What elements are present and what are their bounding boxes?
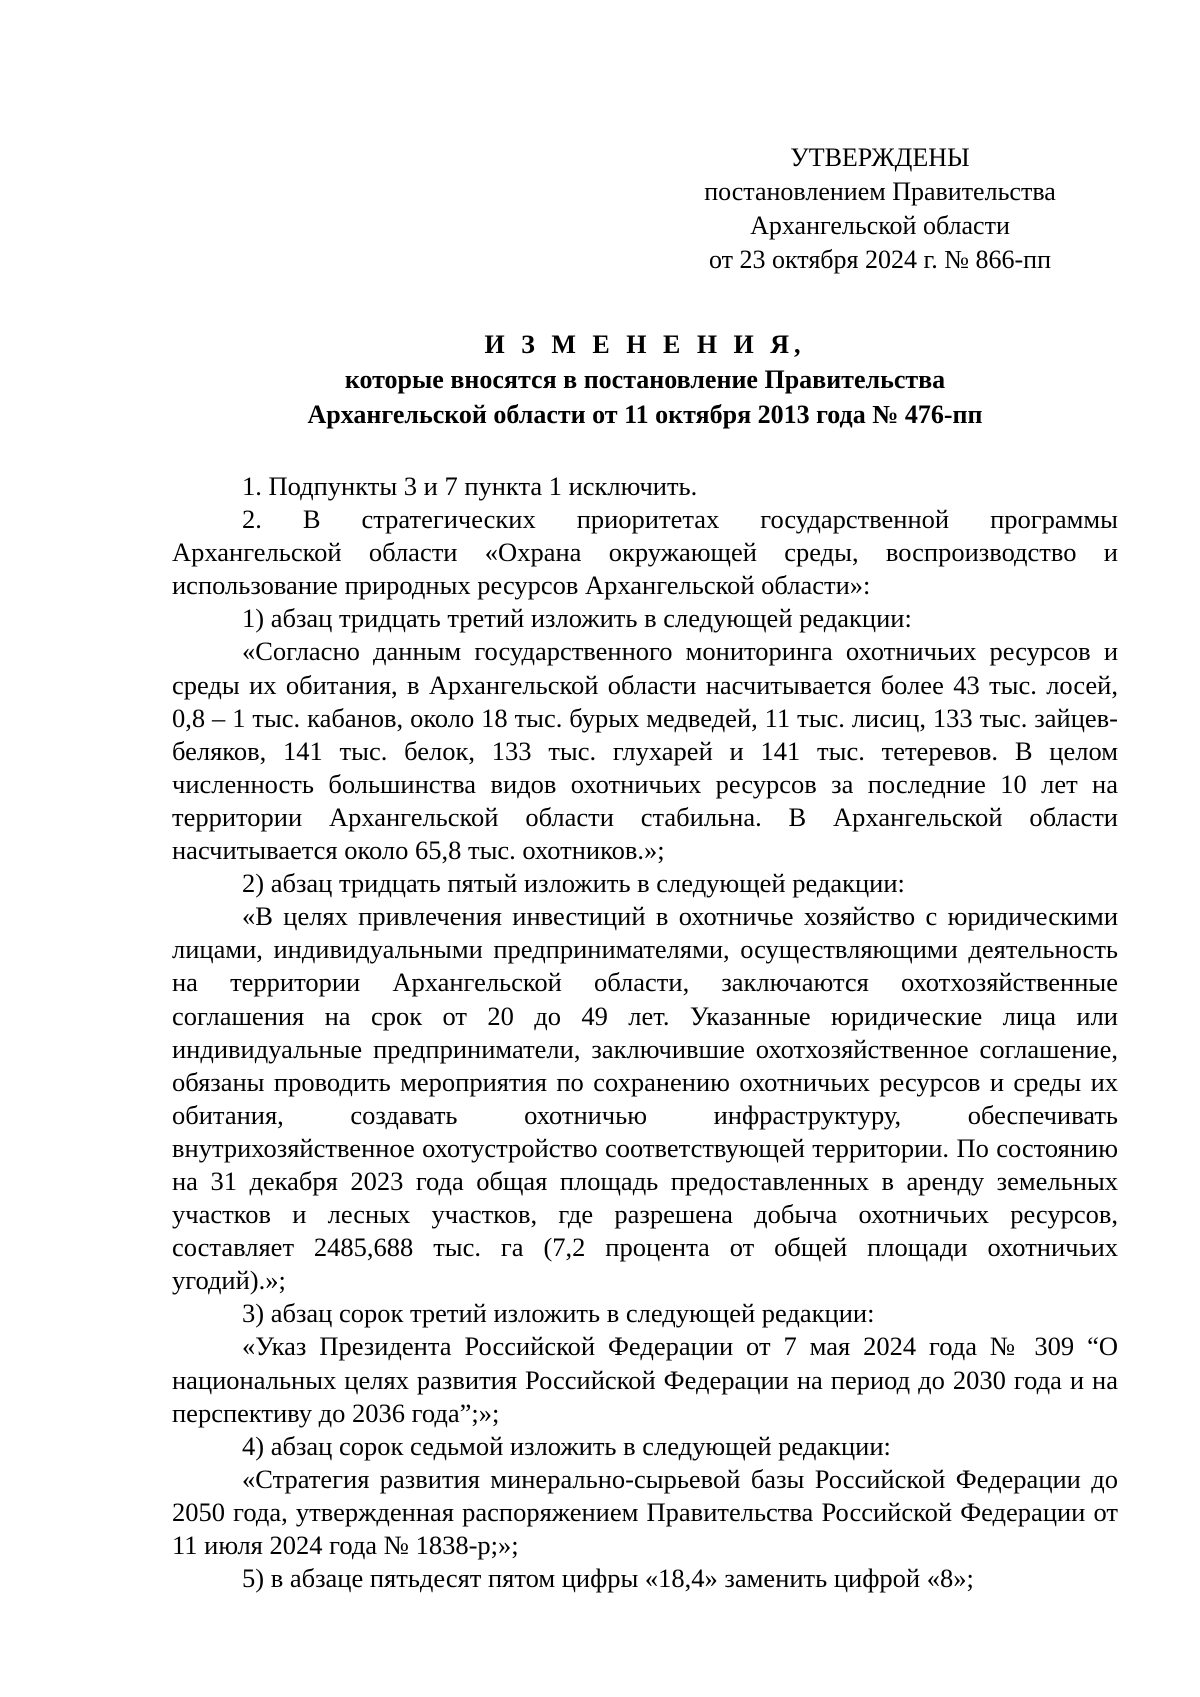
paragraph-1: 1. Подпункты 3 и 7 пункта 1 исключить. <box>242 471 698 501</box>
approval-region: Архангельской области <box>750 211 1010 240</box>
document-body <box>172 470 1118 1595</box>
document-title <box>172 327 1118 432</box>
approval-date-number: от 23 октября 2024 г. № 866-пп <box>709 245 1051 274</box>
paragraph-7: 3) абзац сорок третий изложить в следующей редакции: <box>242 1298 875 1329</box>
title-subheading-line2: Архангельской области от 11 октября 2013 года № 476-пп <box>307 400 983 429</box>
approval-stamp-block <box>660 141 1100 277</box>
paragraph-10: «Стратегия развития минерально-сырьевой базы Российской Федерации до 2050 года, утвержденная распоряжением Правительства Российской Федерации от 11 июля 2024 года № 1838-р;»; <box>172 1463 1118 1560</box>
title-heading: И З М Е Н Е Н И Я, <box>484 330 806 359</box>
paragraph-2: 2. В стратегических приоритетах государственной программы Архангельской области «Охрана окружающей среды, воспроизводство и использование природных ресурсов Архангельской области»: <box>172 504 1118 601</box>
paragraph-3: 1) абзац тридцать третий изложить в следующей редакции: <box>242 603 912 634</box>
approval-authority: постановлением Правительства <box>704 177 1056 206</box>
paragraph-4: «Согласно данным государственного мониторинга охотничьих ресурсов и среды их обитания, в Архангельской области насчитывается более 43 тыс. лосей, 0,8 – 1 тыс. кабанов, около 18 тыс. бурых медведей, 11 тыс. лисиц, 133 тыс. зайцев-беляков, 141 тыс. белок, 133 тыс. глухарей и 141 тыс. тетеревов. В целом численность большинства видов охотничьих ресурсов за последние 10 лет на территории Архангельской области стабильна. В Архангельской области насчитывается около 65,8 тыс. охотников.»; <box>172 636 1118 866</box>
approval-heading: УТВЕРЖДЕНЫ <box>790 143 970 172</box>
paragraph-6: «В целях привлечения инвестиций в охотничье хозяйство с юридическими лицами, индивидуальными предпринимателями, осуществляющими деятельность на территории Архангельской области, заключаются охотхозяйственные соглашения на срок от 20 до 49 лет. Указанные юридические лица или индивидуальные предприниматели, заключившие охотхозяйственное соглашение, обязаны проводить мероприятия по сохранению охотничьих ресурсов и среды их обитания, создавать охотничью инфраструктуру, обеспечивать внутрихозяйственное охотустройство соответствующей территории. По состоянию на 31 декабря 2023 года общая площадь предоставленных в аренду земельных участков и лесных участков, где разрешена добыча охотничьих ресурсов, составляет 2485,688 тыс. га (7,2 процента от общей площади охотничьих угодий).»; <box>172 901 1118 1296</box>
paragraph-8: «Указ Президента Российской Федерации от 7 мая 2024 года № 309 “О национальных целях развития Российской Федерации на период до 2030 года и на перспективу до 2036 года”;»; <box>172 1331 1118 1428</box>
title-subheading-line1: которые вносятся в постановление Правительства <box>344 365 946 394</box>
paragraph-9: 4) абзац сорок седьмой изложить в следующей редакции: <box>242 1430 891 1461</box>
paragraph-11: 5) в абзаце пятьдесят пятом цифры «18,4» заменить цифрой «8»; <box>242 1563 974 1594</box>
paragraph-5: 2) абзац тридцать пятый изложить в следующей редакции: <box>242 868 905 899</box>
